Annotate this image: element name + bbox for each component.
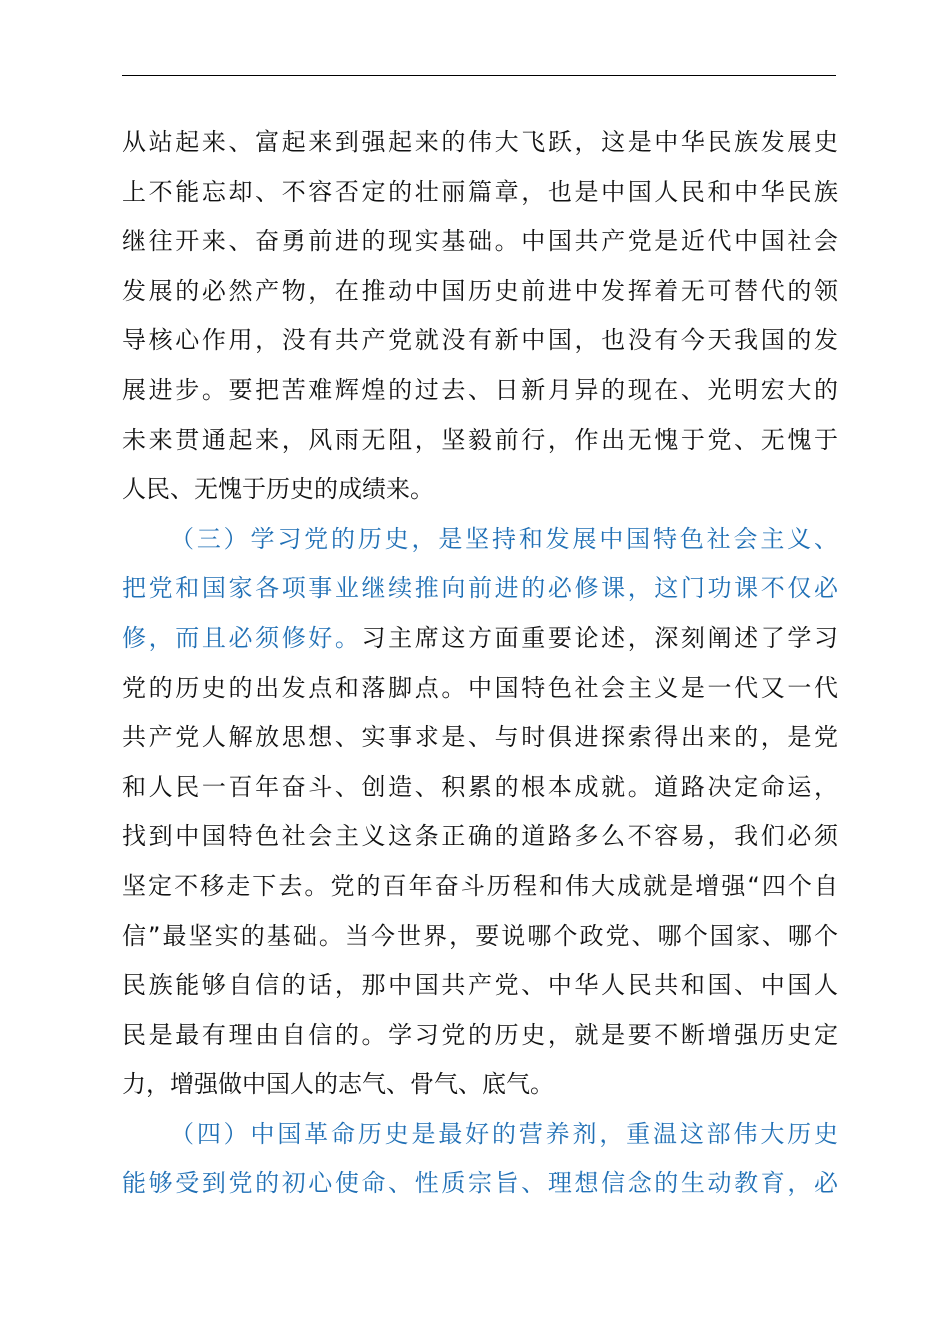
body-text-segment: 力，增强做中国人的志气、骨气、底气。 [122,1070,554,1099]
paragraph [122,118,838,515]
body-text-segment: 民是最有理由自信的。学习党的历史，就是要不断增强历史定 [122,1020,838,1049]
body-text-segment: 人民、无愧于历史的成绩来。 [122,475,434,504]
paragraph [122,1110,838,1209]
text-line [122,961,838,1011]
body-text-segment: 和人民一百年奋斗、创造、积累的根本成就。道路决定命运， [122,772,838,801]
body-text-segment: 民族能够自信的话，那中国共产党、中华人民共和国、中国人 [122,971,838,1000]
body-text-segment: 共产党人解放思想、实事求是、与时俱进探索得出来的，是党 [122,723,838,752]
text-line [122,1110,838,1160]
body-text-segment: 信”最坚实的基础。当今世界，要说哪个政党、哪个国家、哪个 [122,921,838,950]
text-line [122,614,838,664]
body-text [122,118,838,1209]
text-line [122,564,838,614]
text-line [122,1011,838,1061]
text-line [122,465,838,515]
body-text-segment: 找到中国特色社会主义这条正确的道路多么不容易，我们必须 [122,822,838,851]
text-line [122,912,838,962]
text-line [122,118,838,168]
body-text-segment: 党的历史的出发点和落脚点。中国特色社会主义是一代又一代 [122,673,838,702]
text-line [122,366,838,416]
text-line [122,1060,838,1110]
body-text-segment: 发展的必然产物，在推动中国历史前进中发挥着无可替代的领 [122,276,838,305]
section-heading-text: 把党和国家各项事业继续推向前进的必修课，这门功课不仅必 [122,574,838,603]
section-heading-text: 能够受到党的初心使命、性质宗旨、理想信念的生动教育，必 [122,1169,838,1198]
body-text-segment: 习主席这方面重要论述，深刻阐述了学习 [361,623,838,652]
body-text-segment: 导核心作用，没有共产党就没有新中国，也没有今天我国的发 [122,326,838,355]
text-line [122,515,838,565]
body-text-segment: 继往开来、奋勇前进的现实基础。中国共产党是近代中国社会 [122,227,838,256]
body-text-segment: 展进步。要把苦难辉煌的过去、日新月异的现在、光明宏大的 [122,375,838,404]
body-text-segment: 未来贯通起来，风雨无阻，坚毅前行，作出无愧于党、无愧于 [122,425,838,454]
text-line [122,763,838,813]
body-text-segment: 上不能忘却、不容否定的壮丽篇章，也是中国人民和中华民族 [122,177,838,206]
body-text-segment: 从站起来、富起来到强起来的伟大飞跃，这是中华民族发展史 [122,128,838,156]
paragraph [122,515,838,1110]
text-line [122,862,838,912]
text-line [122,267,838,317]
section-heading-text: （三）学习党的历史，是坚持和发展中国特色社会主义、 [170,524,838,553]
section-heading-text: 修，而且必须修好。 [122,623,362,652]
text-line [122,713,838,763]
section-heading-text: （四）中国革命历史是最好的营养剂，重温这部伟大历史 [170,1119,838,1148]
text-line [122,812,838,862]
body-text-segment: 坚定不移走下去。党的百年奋斗历程和伟大成就是增强“四个自 [122,871,838,900]
text-line [122,316,838,366]
header-rule [122,75,836,76]
text-line [122,168,838,218]
text-line [122,664,838,714]
text-line [122,217,838,267]
text-line [122,1159,838,1209]
text-line [122,416,838,466]
